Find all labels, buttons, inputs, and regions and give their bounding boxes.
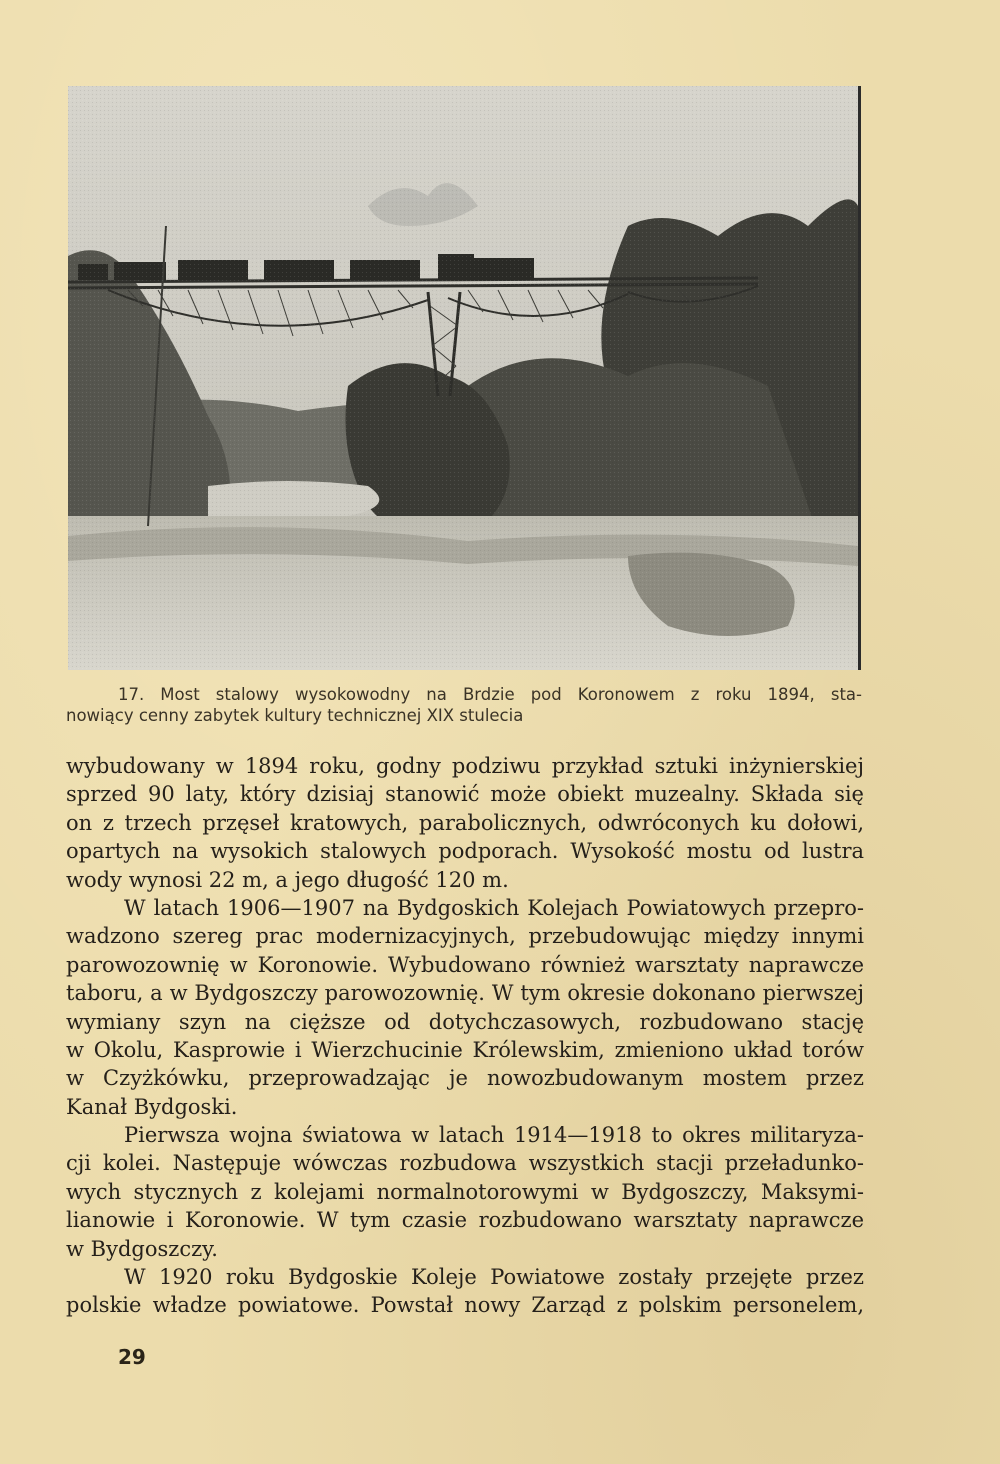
bridge-photograph xyxy=(68,86,861,670)
text-line: opartych na wysokich stalowych podporach. Wysokość mostu od lustra xyxy=(66,839,864,864)
text-line: w Okolu, Kasprowie i Wierzchucinie Królewskim, zmieniono układ torów xyxy=(66,1037,864,1062)
text-line: taboru, a w Bydgoszczy parowozownię. W tym okresie dokonano pierwszej xyxy=(66,981,864,1006)
text-line: polskie władze powiatowe. Powstał nowy Zarząd z polskim personelem, xyxy=(66,1293,864,1318)
body-text xyxy=(66,752,864,1320)
text-line: on z trzech przęseł kratowych, parabolicznych, odwróconych ku dołowi, xyxy=(66,810,864,835)
text-line: wody wynosi 22 m, a jego długość 120 m. xyxy=(66,867,509,892)
text-line: Kanał Bydgoski. xyxy=(66,1094,238,1119)
text-line: wych stycznych z kolejami normalnotorowymi w Bydgoszczy, Maksymi- xyxy=(66,1179,864,1204)
text-line: wadzono szereg prac modernizacyjnych, przebudowując między innymi xyxy=(66,924,864,949)
text-line: W 1920 roku Bydgoskie Koleje Powiatowe zostały przejęte przez xyxy=(124,1265,864,1290)
text-line: W latach 1906—1907 na Bydgoskich Kolejach Powiatowych przepro- xyxy=(124,895,864,920)
text-line: sprzed 90 laty, który dzisiaj stanowić może obiekt muzealny. Składa się xyxy=(66,782,864,807)
text-line: wymiany szyn na cięższe od dotychczasowych, rozbudowano stację xyxy=(66,1009,864,1034)
caption-line: 17. Most stalowy wysokowodny na Brdzie pod Koronowem z roku 1894, sta- xyxy=(118,685,862,704)
text-line: lianowie i Koronowie. W tym czasie rozbudowano warsztaty naprawcze xyxy=(66,1208,864,1233)
bridge-photo-image xyxy=(68,86,858,670)
text-line: w Bydgoszczy. xyxy=(66,1236,218,1261)
caption-line: nowiący cenny zabytek kultury technicznej XIX stulecia xyxy=(66,706,524,725)
text-line: Pierwsza wojna światowa w latach 1914—1918 to okres militaryza- xyxy=(124,1123,864,1148)
text-line: wybudowany w 1894 roku, godny podziwu przykład sztuki inżynierskiej xyxy=(66,754,864,778)
text-line: parowozownię w Koronowie. Wybudowano również warsztaty naprawcze xyxy=(66,952,864,977)
text-line: cji kolei. Następuje wówczas rozbudowa wszystkich stacji przeładunko- xyxy=(66,1151,864,1176)
photo-caption xyxy=(66,684,862,726)
page-number: 29 xyxy=(118,1345,146,1369)
text-line: w Czyżkówku, przeprowadzając je nowozbudowanym mostem przez xyxy=(66,1066,864,1091)
